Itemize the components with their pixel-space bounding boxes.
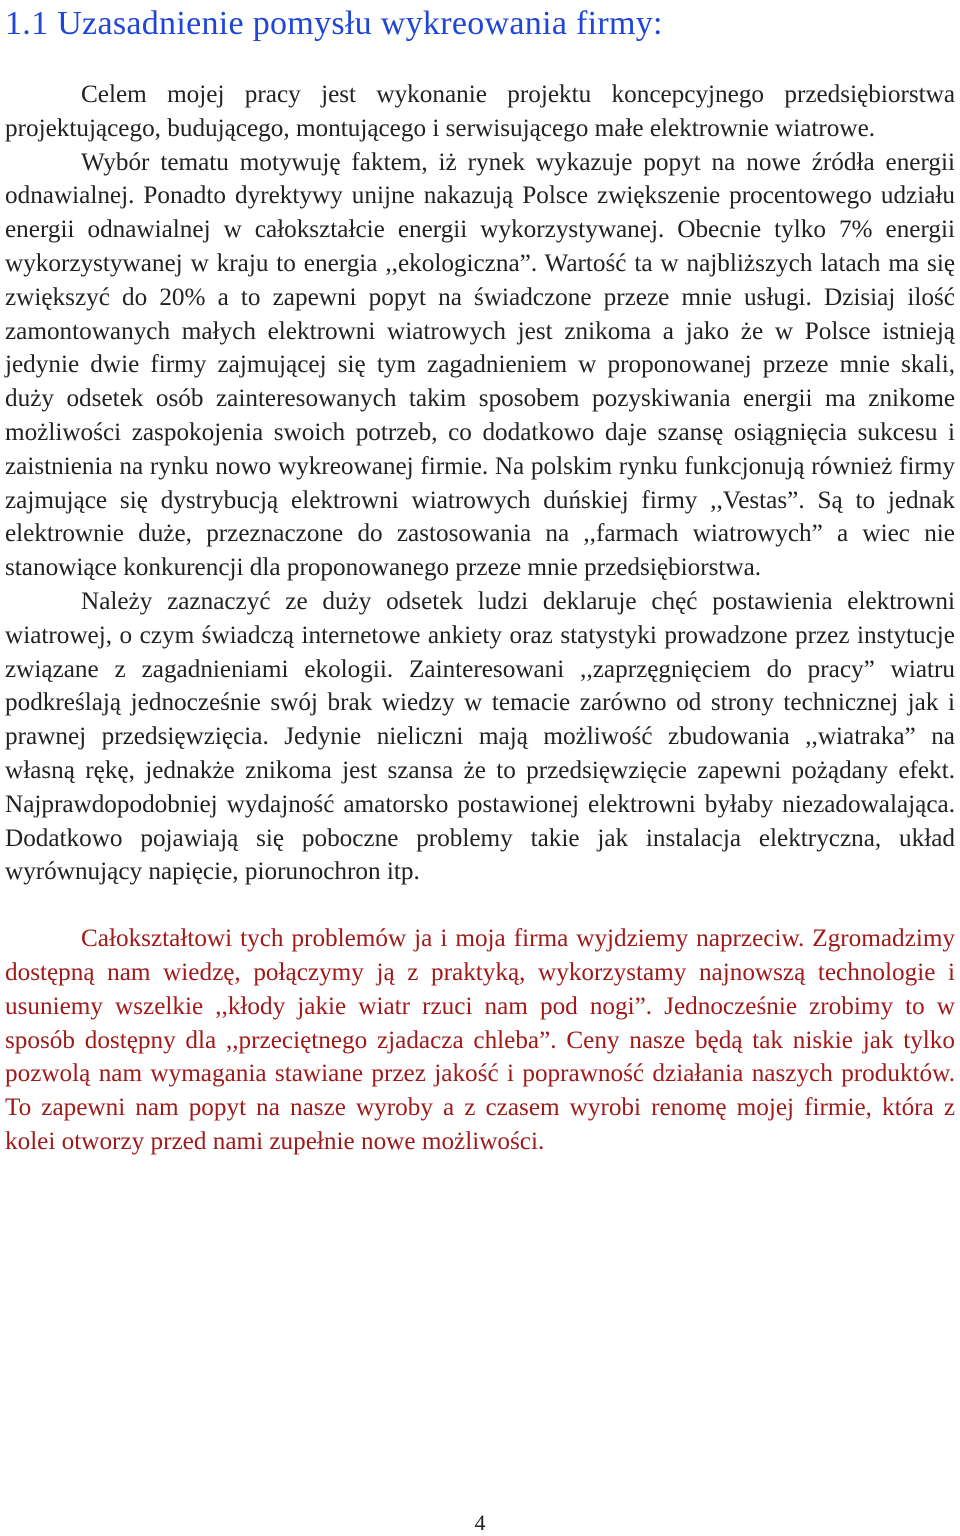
paragraph-motivation: Wybór tematu motywuję faktem, iż rynek wykazuje popyt na nowe źródła energii odnawialnej. Ponadto dyrektywy unijne nakazują Polsce zwiększenie procentowego udziału energii odnawialnej w całokształcie energii wykorzystywanej. Obecnie tylko 7% energii wykorzystywanej w kraju to energia ,,ekologiczna”. Wartość ta w najbliższych latach ma się zwiększyć do 20% a to zapewni popyt na świadczone przeze mnie usługi. Dzisiaj ilość zamontowanych małych elektrowni wiatrowych jest znikoma a jako że w Polsce istnieją jedynie dwie firmy zajmującej się tym zagadnieniem w proponowanej przeze mnie skali, duży odsetek osób zainteresowanych takim sposobem pozyskiwania energii ma znikome możliwości zaspokojenia swoich potrzeb, co dodatkowo daje szansę osiągnięcia sukcesu i zaistnienia na rynku nowo wykreowanej firmie. Na polskim rynku funkcjonują również firmy zajmujące się dystrybucją elektrowni wiatrowych duńskiej firmy ,,Vestas”. Są to jednak elektrownie duże, przeznaczone do zastosowania na ,,farmach wiatrowych” a wiec nie stanowiące konkurencji dla proponowanego przeze mnie przedsiębiorstwa.	[5, 148, 955, 582]
paragraph-closing: Całokształtowi tych problemów ja i moja firma wyjdziemy naprzeciw. Zgromadzimy dostępną nam wiedzę, połączymy ją z praktyką, wykorzystamy najnowszą technologie i usuniemy wszelkie ,,kłody jakie wiatr rzuci nam pod nogi”. Jednocześnie zrobimy to w sposób dostępny dla ,,przeciętnego zjadacza chleba”. Ceny nasze będą tak niskie jak tylko pozwolą nam wymagania stawiane przez jakość i poprawność działania naszych produktów. To zapewni nam popyt na nasze wyroby a z czasem wyrobi renomę mojej firmie, która z kolei otworzy przed nami zupełnie nowe możliwości.	[5, 925, 955, 1155]
page-number: 4	[474, 1510, 486, 1535]
section-heading: 1.1 Uzasadnienie pomysłu wykreowania firmy:	[5, 5, 663, 42]
closing-text	[5, 922, 955, 1159]
paragraph-intro: Celem mojej pracy jest wykonanie projektu koncepcyjnego przedsiębiorstwa projektującego, budującego, montującego i serwisującego małe elektrownie wiatrowe.	[5, 81, 955, 142]
document-page	[5, 0, 955, 1159]
paragraph-demand: Należy zaznaczyć ze duży odsetek ludzi deklaruje chęć postawienia elektrowni wiatrowej, o czym świadczą internetowe ankiety oraz statystyki prowadzone przez instytucje związane z zagadnieniami ekologii. Zainteresowani ,,zaprzęgnięciem do pracy” wiatru podkreślają jednocześnie swój brak wiedzy w temacie zarówno od strony technicznej jak i prawnej przedsięwzięcia. Jedynie nieliczni mają możliwość zbudowania ,,wiatraka” na własną rękę, jednakże znikoma jest szansa że to przedsięwzięcie zapewni pożądany efekt. Najprawdopodobniej wydajność amatorsko postawionej elektrowni byłaby niezadowalająca. Dodatkowo pojawiają się poboczne problemy takie jak instalacja elektryczna, układ wyrównujący napięcie, piorunochron itp.	[5, 587, 955, 886]
body-text	[5, 78, 955, 889]
